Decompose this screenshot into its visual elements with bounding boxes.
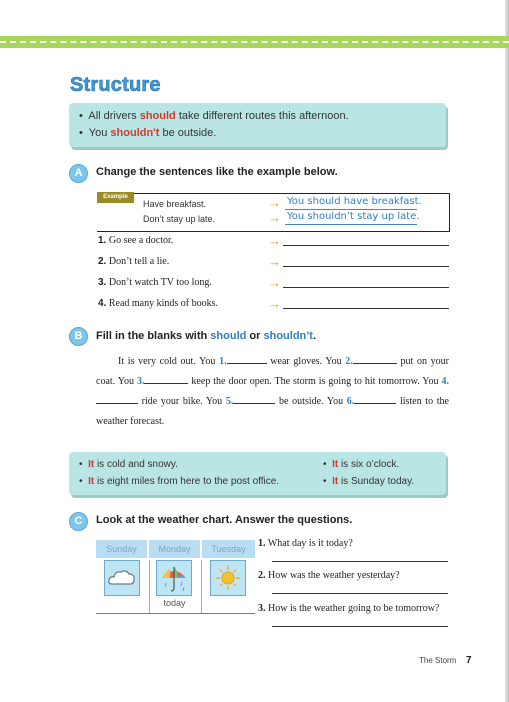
structure-line-1: • All drivers should take different routes this afternoon.	[79, 110, 349, 122]
structure-title: Structure	[70, 74, 161, 96]
blank-6[interactable]	[354, 393, 396, 404]
answer-underline	[285, 209, 417, 210]
page-number: 7	[466, 655, 472, 666]
blank-5[interactable]	[233, 393, 275, 404]
day-header-tuesday: Tuesday	[202, 540, 255, 558]
blank-1[interactable]	[227, 353, 267, 364]
answer-underline	[285, 224, 417, 225]
today-label: today	[163, 598, 186, 608]
question-3: 3. How is the weather going to be tomorrow?	[258, 603, 440, 614]
day-header-monday: Monday	[149, 540, 200, 558]
chart-baseline	[96, 613, 255, 614]
question-3-blank[interactable]	[272, 626, 448, 627]
answer-blank-4[interactable]	[283, 308, 449, 309]
blank-4[interactable]	[96, 393, 138, 404]
section-b-badge: B	[69, 327, 88, 346]
example-answer-1: You should have breakfast.	[287, 196, 422, 207]
fill-in-paragraph: It is very cold out. You 1. wear gloves. You 2. put on your coat. You 3. keep the door open. The storm is going to hit tomorrow. You 4. ride your bike. You 5. be outside. You 6. listen to the weather forecast.	[96, 352, 449, 432]
footer-chapter: The Storm	[419, 656, 457, 665]
blank-2[interactable]	[353, 353, 397, 364]
section-b-title: Fill in the blanks with should or shouldn’t.	[96, 330, 317, 342]
section-a-badge: A	[69, 164, 88, 183]
example-prompt-1: Have breakfast.	[143, 199, 207, 209]
exercise-a-item-1: 1. Go see a doctor.	[98, 235, 174, 246]
it-line-1: • It is cold and snowy.	[79, 459, 178, 470]
question-1: 1. What day is it today?	[258, 538, 353, 549]
page-edge	[505, 0, 509, 702]
answer-blank-2[interactable]	[283, 266, 449, 267]
question-2: 2. How was the weather yesterday?	[258, 570, 400, 581]
arrow-icon: →	[268, 210, 281, 225]
it-line-3: • It is six o’clock.	[323, 459, 400, 470]
section-a-title: Change the sentences like the example below.	[96, 166, 338, 178]
section-c-badge: C	[69, 512, 88, 531]
arrow-icon: →	[268, 195, 281, 210]
it-line-2: • It is eight miles from here to the post office.	[79, 476, 280, 487]
question-1-blank[interactable]	[272, 561, 448, 562]
it-usage-box	[69, 452, 446, 495]
arrow-icon: →	[268, 233, 281, 248]
blank-3[interactable]	[144, 373, 188, 384]
chart-divider	[201, 560, 202, 614]
structure-box	[69, 103, 446, 147]
top-decorative-stripe	[0, 36, 509, 48]
answer-blank-1[interactable]	[283, 245, 449, 246]
arrow-icon: →	[268, 296, 281, 311]
sun-icon	[210, 560, 246, 596]
example-answer-2: You shouldn’t stay up late.	[287, 211, 420, 222]
it-line-4: • It is Sunday today.	[323, 476, 415, 487]
structure-line-2: • You shouldn't be outside.	[79, 127, 217, 139]
answer-blank-3[interactable]	[283, 287, 449, 288]
arrow-icon: →	[268, 254, 281, 269]
section-c-title: Look at the weather chart. Answer the questions.	[96, 514, 353, 526]
arrow-icon: →	[268, 275, 281, 290]
example-prompt-2: Don’t stay up late.	[143, 214, 216, 224]
umbrella-icon	[156, 560, 192, 596]
exercise-a-item-3: 3. Don’t watch TV too long.	[98, 277, 212, 288]
day-header-sunday: Sunday	[96, 540, 147, 558]
example-tag: Example	[97, 192, 134, 203]
cloud-icon	[104, 560, 140, 596]
exercise-a-item-4: 4. Read many kinds of books.	[98, 298, 218, 309]
exercise-a-item-2: 2. Don’t tell a lie.	[98, 256, 170, 267]
question-2-blank[interactable]	[272, 593, 448, 594]
